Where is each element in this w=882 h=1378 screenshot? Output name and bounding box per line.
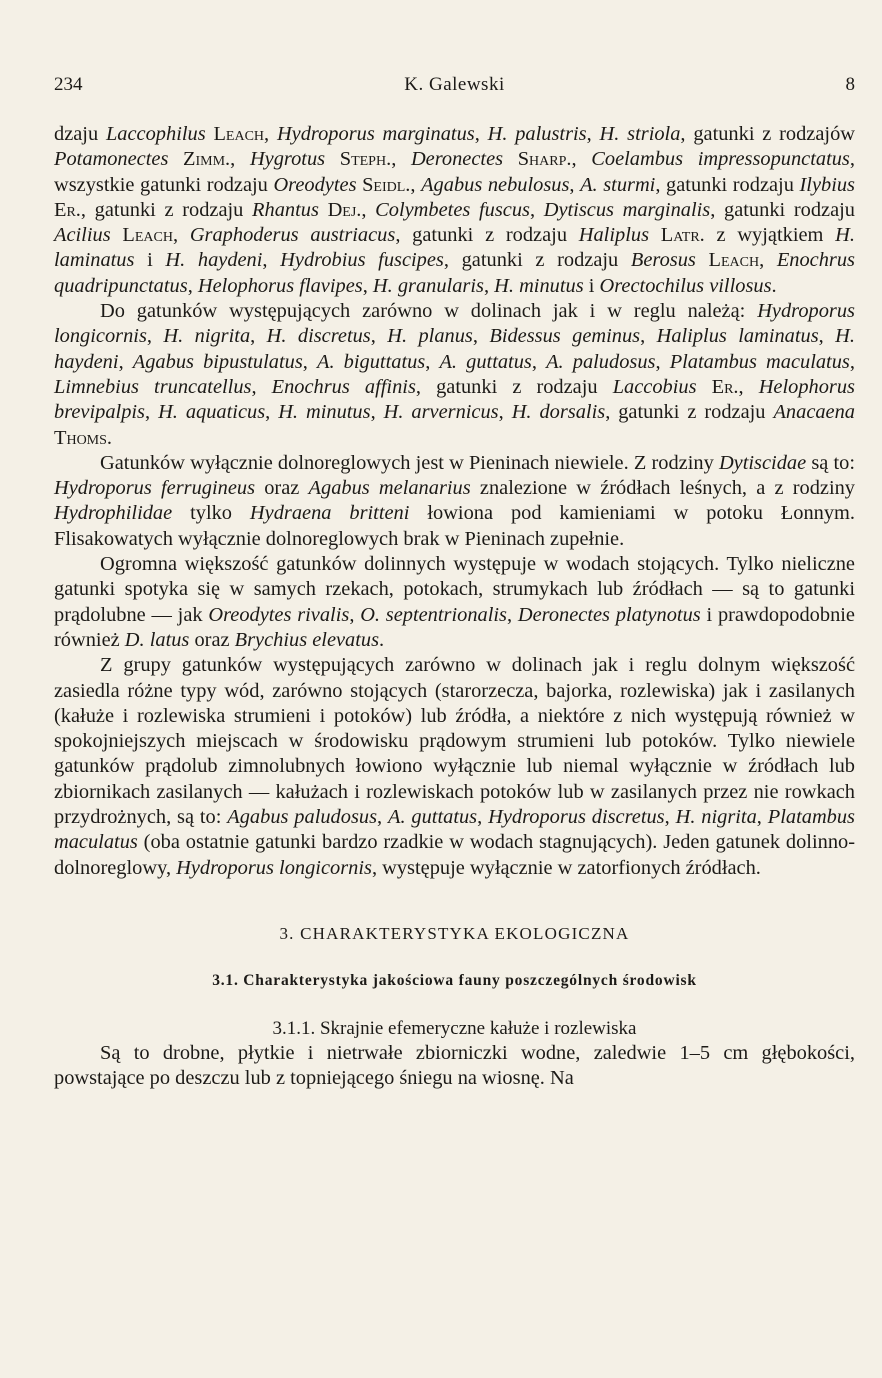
taxon-name: Colymbetes fuscus [375, 198, 530, 221]
author-abbreviation: Thoms. [54, 426, 113, 449]
taxon-name: H. planus [387, 325, 473, 348]
author-abbreviation: Seidl. [362, 173, 411, 196]
text-run: , [362, 274, 373, 297]
taxon-name: H. striola [599, 123, 681, 145]
taxon-name: Oreodytes rivalis [208, 603, 350, 626]
taxon-name: H. discretus [266, 325, 371, 348]
taxon-name: A. sturmi [580, 173, 656, 196]
text-run: , [302, 350, 317, 373]
text-run: , [251, 375, 272, 398]
text-run: z wyjątkiem [704, 224, 836, 247]
text-run: znalezione w źródłach leśnych, a z rodziny [470, 477, 855, 500]
taxon-name: Hydroporus discretus [488, 806, 665, 829]
taxon-name: Ilybius [799, 173, 855, 196]
text-run: , [349, 603, 361, 626]
text-run: i [583, 274, 600, 297]
text-run: , [425, 350, 440, 373]
taxon-name: A. paludosus [546, 350, 656, 373]
taxon-name: Haliplus laminatus [656, 325, 819, 348]
taxon-name: Laccobius [612, 375, 697, 398]
taxon-name: Hydroporus marginatus [276, 123, 475, 145]
paragraph [54, 299, 855, 451]
author-abbreviation: Dej. [327, 198, 362, 221]
issue-number: 8 [845, 74, 855, 95]
text-run: , [391, 148, 411, 171]
text-run: , gatunki z rodzaju [395, 224, 579, 247]
text-run: (oba ostatnie gatunki bardzo rzadkie w wodach stagnujących). Jeden gatunek dolinno-dolnoreglowy, [54, 831, 855, 879]
taxon-name: H. nigrita [163, 325, 251, 348]
taxon-name: Hygrotus [249, 148, 326, 171]
text-run: , [230, 148, 250, 171]
taxon-name: Deronectes platynotus [517, 603, 701, 626]
author-abbreviation: Sharp. [517, 148, 572, 171]
taxon-name: Hydroporus longicornis [176, 856, 372, 879]
taxon-name: Bidessus geminus [489, 325, 641, 348]
text-run: , [370, 401, 384, 424]
text-run: Z grupy gatunków występujących zarówno w dolinach jak i reglu dolnym większość zasiedla różne typy wód, zarówno stojących (starorzecza, bajorka, rozlewiska) jak i zasilanych (kałuże i rozlewiska strumieni i potoków) lub źródła, a niektóre z nich występują również w spokojniejszych miejscach w środowisku prądowym strumieni lub potoków. Tylko niewiele gatunków prądolub zimnolubnych łowiono wyłącznie lub niemal wyłącznie w źródłach lub zbiornikach zasilanych — kałużach i rozlewiskach potoków lub w zasilanych przez nie rowkach przydrożnych, są to: [54, 654, 855, 829]
text-run: , [477, 806, 489, 829]
taxon-name: A. guttatus [388, 806, 478, 829]
taxon-name: H. minutus [278, 401, 371, 424]
text-run: , [410, 173, 422, 196]
subsection-heading: 3.1. Charakterystyka jakościowa fauny poszczególnych środowisk [212, 972, 697, 990]
taxon-name: Hydroporus longicornis [54, 300, 855, 348]
text-run: . [379, 628, 385, 651]
taxon-name: A. guttatus [439, 350, 532, 373]
taxon-name: Enochrus affinis [271, 375, 416, 398]
text-run: . [771, 274, 777, 297]
text-run: , [146, 325, 164, 348]
taxon-name: H. nigrita [675, 806, 757, 829]
taxon-name: H. minutus [494, 274, 584, 297]
text-run [503, 148, 518, 170]
author-abbreviation: Steph. [339, 148, 392, 171]
taxon-name: Deronectes [410, 148, 504, 171]
taxon-name: H. palustris [487, 123, 587, 145]
text-run: , [849, 350, 855, 373]
text-run: , [756, 806, 768, 829]
paragraph [54, 451, 855, 552]
text-run: , [145, 401, 159, 424]
taxon-name: Hydrobius fuscipes [280, 249, 444, 272]
taxon-name: Agabus nebulosus [421, 173, 570, 196]
taxon-name: Agabus paludosus [227, 806, 378, 829]
section-heading: 3. CHARAKTERYSTYKA EKOLOGICZNA [279, 923, 630, 943]
taxon-name: Berosus [630, 249, 696, 272]
text-run: , [264, 123, 277, 145]
text-run: , [507, 603, 518, 626]
taxon-name: H. granularis [372, 274, 484, 297]
text-run: Ogromna większość gatunków dolinnych występuje w wodach stojących. Tylko nieliczne gatunki spotyka się w samych rzekach, potokach, strumykach lub źródłach — są to gatunki prądolubne — jak [54, 553, 855, 626]
text-run [649, 224, 661, 246]
text-run: , [483, 274, 495, 297]
text-run: i prawdopodobnie również [54, 603, 855, 651]
taxon-name: Potamonectes [54, 148, 169, 171]
text-run: , wszystkie gatunki rodzaju [54, 148, 855, 196]
author-abbreviation: Leach [122, 224, 173, 247]
text-run: , [370, 325, 388, 348]
taxon-name: Brychius elevatus [234, 628, 380, 651]
taxon-name: Helophorus brevipalpis [54, 375, 855, 424]
text-run: , [187, 274, 198, 297]
paragraph [54, 122, 855, 299]
taxon-name: Limnebius truncatellus [54, 375, 252, 398]
page [54, 74, 855, 1091]
paragraph-list [54, 122, 855, 881]
taxon-name: Agabus melanarius [308, 477, 471, 500]
text-run: , [472, 325, 490, 348]
taxon-name: Hydrophilidae [54, 502, 173, 525]
text-run: , [250, 325, 267, 348]
taxon-name: Orectochilus villosus [599, 274, 772, 297]
text-run: , [265, 401, 279, 424]
text-run: , gatunki z rodzaju [80, 198, 253, 221]
taxon-name: O. septentrionalis [360, 603, 507, 626]
taxon-name: H. haydeni [54, 325, 855, 373]
text-run [111, 224, 123, 246]
text-run: i [134, 249, 166, 272]
text-run: Gatunków wyłącznie dolnoreglowych jest w Pieninach niewiele. Z rodziny [100, 451, 719, 474]
text-run: , [531, 350, 547, 373]
text-run: , [818, 325, 836, 348]
text-run: , gatunki z rodzaju [415, 375, 613, 398]
text-run: , gatunki z rodzaju [443, 249, 631, 272]
taxon-name: H. arvernicus [383, 401, 499, 424]
text-run: są to: [806, 451, 855, 474]
text-run [319, 199, 328, 221]
taxon-name: Oreodytes [273, 173, 357, 196]
text-run: , gatunki rodzaju [710, 198, 855, 221]
taxon-name: Enochrus quadripunctatus [54, 249, 855, 297]
text-run: , [640, 325, 657, 348]
text-run: , [738, 375, 759, 398]
subsubsection-heading: 3.1.1. Skrajnie efemeryczne kałuże i rozlewiska [272, 1017, 637, 1039]
text-run: , [759, 249, 777, 272]
author-abbreviation: Er. [54, 198, 81, 221]
taxon-name: Platambus maculatus [54, 806, 855, 854]
text-run: , [569, 173, 581, 196]
text-run [325, 148, 340, 170]
taxon-name: H. dorsalis [511, 401, 606, 424]
taxon-name: Haliplus [578, 224, 650, 247]
text-run: , [377, 806, 388, 829]
taxon-name: H. aquaticus [158, 401, 266, 424]
taxon-name: Helophorus flavipes [197, 274, 363, 297]
taxon-name: Laccophilus [105, 123, 206, 145]
taxon-name: H. haydeni [165, 249, 263, 272]
taxon-name: Agabus bipustulatus [132, 350, 303, 373]
text-run: , [498, 401, 512, 424]
text-run [168, 148, 183, 170]
taxon-name: Rhantus [252, 198, 319, 221]
author-abbreviation: Leach [708, 249, 760, 272]
taxon-name: Coelambus impressopunctatus [591, 148, 850, 171]
taxon-name: A. biguttatus [317, 350, 426, 373]
paragraph [54, 552, 855, 653]
text-run: , gatunki rodzaju [655, 173, 800, 196]
author-abbreviation: Zimm. [183, 148, 231, 171]
author-running-head: K. Galewski [404, 74, 505, 95]
taxon-name: D. latus [124, 628, 190, 651]
running-header [54, 74, 855, 104]
body-text [54, 122, 855, 1091]
taxon-name: Anacaena [773, 401, 856, 424]
page-number: 234 [54, 74, 83, 95]
paragraph [54, 653, 855, 881]
author-abbreviation: Er. [711, 375, 739, 398]
author-abbreviation: Latr. [660, 224, 705, 247]
text-run: , [586, 123, 600, 145]
text-run: , [664, 806, 676, 829]
text-run: dzaju [54, 123, 106, 145]
taxon-name: Dytiscidae [718, 451, 807, 474]
taxon-name: Hydroporus ferrugineus [54, 477, 256, 500]
text-run [696, 249, 709, 271]
text-run: , [361, 198, 376, 221]
text-run: , [118, 350, 133, 373]
text-run: , występuje wyłącznie w zatorfionych źródłach. [371, 856, 761, 879]
text-run: , [474, 123, 488, 145]
text-run: , [172, 224, 190, 247]
text-run: oraz [255, 477, 309, 500]
text-run: , gatunki z rodzaju [605, 401, 774, 424]
text-run: , gatunki z rodzajów [680, 123, 855, 145]
text-run [697, 376, 712, 398]
author-abbreviation: Leach [213, 123, 265, 145]
text-run: , [529, 198, 544, 221]
text-run: tylko [172, 502, 250, 525]
paragraph: Są to drobne, płytkie i nietrwałe zbiorniczki wodne, zaledwie 1–5 cm głębokości, powstające po deszczu lub z topniejącego śniegu na wiosnę. Na [54, 1041, 855, 1090]
text-run: , [655, 350, 670, 373]
taxon-name: Graphoderus austriacus [189, 224, 396, 247]
text-run: Do gatunków występujących zarówno w dolinach jak i w reglu należą: [100, 300, 758, 323]
text-run: łowiona pod kamieniami w potoku Łonnym. Flisakowatych wyłącznie dolnoreglowych brak w Pieninach zupełnie. [54, 502, 855, 550]
text-run: , [571, 148, 592, 171]
taxon-name: Acilius [54, 224, 111, 247]
taxon-name: Dytiscus marginalis [543, 198, 711, 221]
taxon-name: Platambus maculatus [669, 350, 850, 373]
taxon-name: Hydraena britteni [249, 502, 410, 525]
taxon-name: H. laminatus [54, 224, 855, 272]
text-run: oraz [189, 628, 235, 651]
text-run: , [262, 249, 281, 272]
